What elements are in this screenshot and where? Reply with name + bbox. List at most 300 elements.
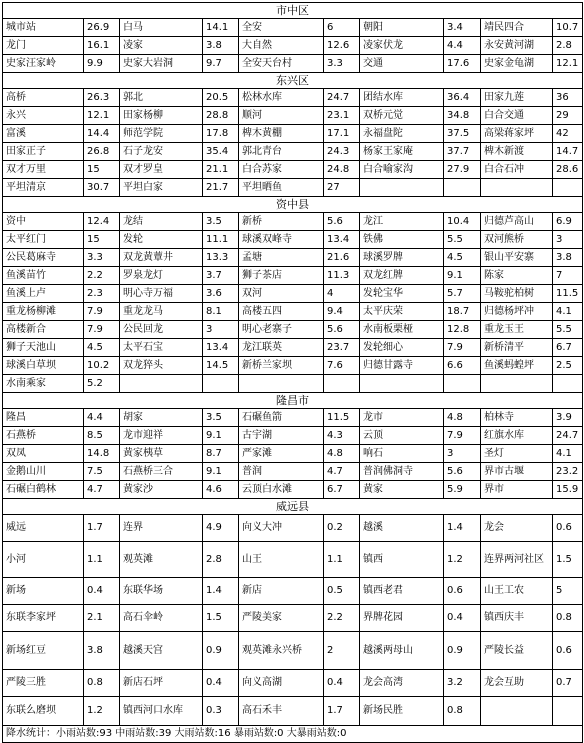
station-name: 新场 xyxy=(3,578,84,605)
station-name: 响石 xyxy=(360,445,444,463)
station-name: 公民葛麻寺 xyxy=(3,249,84,267)
rainfall-value: 17.6 xyxy=(444,55,481,73)
rainfall-value: 1.5 xyxy=(553,542,583,578)
station-name: 归德芦高山 xyxy=(481,213,553,231)
station-name: 新店石坪 xyxy=(120,670,203,697)
rainfall-value: 0.4 xyxy=(444,605,481,632)
station-name: 龙市 xyxy=(360,409,444,427)
station-name: 山王 xyxy=(239,542,324,578)
rainfall-value: 12.6 xyxy=(324,37,360,55)
table-row xyxy=(3,515,583,542)
station-name: 严陵美家 xyxy=(239,605,324,632)
station-name: 田家杨柳 xyxy=(120,107,203,125)
rainfall-value: 2.3 xyxy=(84,285,120,303)
station-name: 双凤 xyxy=(3,445,84,463)
station-name: 椑木新渡 xyxy=(481,143,553,161)
station-name: 严陵三胜 xyxy=(3,670,84,697)
station-name: 高楼新合 xyxy=(3,321,84,339)
table-row xyxy=(3,670,583,697)
rainfall-value: 3.2 xyxy=(444,670,481,697)
rainfall-value: 8.7 xyxy=(203,445,239,463)
station-name: 富溪 xyxy=(3,125,84,143)
rainfall-value: 28.6 xyxy=(553,161,583,179)
rainfall-value: 28.8 xyxy=(203,107,239,125)
station-name: 界牌花园 xyxy=(360,605,444,632)
station-name: 严家滩 xyxy=(239,445,324,463)
rainfall-value: 5.9 xyxy=(444,481,481,499)
station-name: 铁佛 xyxy=(360,231,444,249)
station-name: 团结水库 xyxy=(360,89,444,107)
rainfall-value: 6 xyxy=(324,19,360,37)
station-name: 平坦白家 xyxy=(120,179,203,197)
rainfall-value: 0.4 xyxy=(203,670,239,697)
rainfall-table xyxy=(2,2,583,743)
rainfall-value xyxy=(203,375,239,393)
rainfall-value: 23.2 xyxy=(553,463,583,481)
rainfall-value: 15 xyxy=(84,161,120,179)
rainfall-value: 27.9 xyxy=(444,161,481,179)
rainfall-value: 5.6 xyxy=(324,321,360,339)
station-name: 胡家 xyxy=(120,409,203,427)
station-name: 双河 xyxy=(239,285,324,303)
rainfall-value: 14.8 xyxy=(84,445,120,463)
station-name: 银山平安寨 xyxy=(481,249,553,267)
station-name: 平坦晒鱼 xyxy=(239,179,324,197)
station-name: 柏林寺 xyxy=(481,409,553,427)
rainfall-value: 7.9 xyxy=(84,321,120,339)
rainfall-value: 0.3 xyxy=(203,697,239,726)
station-name: 重龙龙马 xyxy=(120,303,203,321)
station-name: 永安黄河湖 xyxy=(481,37,553,55)
station-name: 双龙红牌 xyxy=(360,267,444,285)
rainfall-value: 12.1 xyxy=(553,55,583,73)
rainfall-value: 20.5 xyxy=(203,89,239,107)
station-name: 太平庆荣 xyxy=(360,303,444,321)
rainfall-value: 0.4 xyxy=(324,670,360,697)
rainfall-value: 7.5 xyxy=(84,463,120,481)
station-name: 镇西庆丰 xyxy=(481,605,553,632)
station-name: 东联华场 xyxy=(120,578,203,605)
station-name: 新场红豆 xyxy=(3,632,84,670)
rainfall-value: 8.5 xyxy=(84,427,120,445)
rainfall-value: 4 xyxy=(324,285,360,303)
rainfall-value: 4.4 xyxy=(444,37,481,55)
rainfall-value: 3 xyxy=(553,231,583,249)
rainfall-value: 4.7 xyxy=(84,481,120,499)
station-name: 新桥兰家坝 xyxy=(239,357,324,375)
table-row xyxy=(3,578,583,605)
rainfall-value: 5.6 xyxy=(324,213,360,231)
station-name: 球溪白草坝 xyxy=(3,357,84,375)
rainfall-value: 5 xyxy=(553,578,583,605)
rainfall-value xyxy=(444,375,481,393)
rainfall-value: 17.1 xyxy=(324,125,360,143)
table-row xyxy=(3,267,583,285)
rainfall-value: 15 xyxy=(84,231,120,249)
table-row xyxy=(3,213,583,231)
rainfall-value: 9.7 xyxy=(203,55,239,73)
station-name: 越溪 xyxy=(360,515,444,542)
rainfall-value: 4.5 xyxy=(84,339,120,357)
rainfall-value: 4.8 xyxy=(444,409,481,427)
table-row xyxy=(3,89,583,107)
table-row xyxy=(3,321,583,339)
rainfall-value: 1.2 xyxy=(444,542,481,578)
station-name: 朝阳 xyxy=(360,19,444,37)
station-name: 白合交通 xyxy=(481,107,553,125)
station-name: 双才罗皇 xyxy=(120,161,203,179)
table-row xyxy=(3,357,583,375)
table-row xyxy=(3,37,583,55)
station-name: 松林水库 xyxy=(239,89,324,107)
station-name: 重龙杨柳滩 xyxy=(3,303,84,321)
rainfall-value: 6.9 xyxy=(553,213,583,231)
rainfall-value: 10.4 xyxy=(444,213,481,231)
station-name: 孟塘 xyxy=(239,249,324,267)
station-name: 越溪两母山 xyxy=(360,632,444,670)
rainfall-value: 36 xyxy=(553,89,583,107)
rainfall-value: 3.3 xyxy=(84,249,120,267)
table-row xyxy=(3,409,583,427)
rainfall-value: 3.4 xyxy=(444,19,481,37)
rainfall-value: 1.7 xyxy=(324,697,360,726)
station-name: 史家大岩洞 xyxy=(120,55,203,73)
rainfall-value: 3.3 xyxy=(324,55,360,73)
rainfall-value: 3 xyxy=(444,445,481,463)
station-name: 云顶白水滩 xyxy=(239,481,324,499)
rainfall-value: 11.5 xyxy=(324,409,360,427)
station-name: 全安 xyxy=(239,19,324,37)
station-name: 陈家 xyxy=(481,267,553,285)
rainfall-value: 7 xyxy=(553,267,583,285)
rainfall-value: 42 xyxy=(553,125,583,143)
rainfall-value: 6.7 xyxy=(553,339,583,357)
rainfall-value: 4.1 xyxy=(553,445,583,463)
rainfall-value: 17.8 xyxy=(203,125,239,143)
rainfall-value: 0.8 xyxy=(84,670,120,697)
table-row xyxy=(3,107,583,125)
station-name: 隆昌 xyxy=(3,409,84,427)
rainfall-value: 18.7 xyxy=(444,303,481,321)
station-name: 白合喻家沟 xyxy=(360,161,444,179)
rainfall-value: 0.9 xyxy=(444,632,481,670)
rainfall-value: 5.5 xyxy=(444,231,481,249)
rainfall-value: 0.4 xyxy=(84,578,120,605)
table-row xyxy=(3,542,583,578)
section-header xyxy=(3,197,583,213)
rainfall-value: 2 xyxy=(324,632,360,670)
station-name: 双河熊桥 xyxy=(481,231,553,249)
station-name xyxy=(481,697,553,726)
station-name: 石燕桥 xyxy=(3,427,84,445)
station-name: 发轮 xyxy=(120,231,203,249)
rainfall-value: 26.9 xyxy=(84,19,120,37)
rainfall-value: 1.4 xyxy=(444,515,481,542)
rainfall-value: 1.5 xyxy=(203,605,239,632)
rainfall-value: 9.1 xyxy=(203,427,239,445)
station-name: 观英滩永兴桥 xyxy=(239,632,324,670)
station-name: 球溪罗牌 xyxy=(360,249,444,267)
table-row xyxy=(3,632,583,670)
rainfall-value: 23.1 xyxy=(324,107,360,125)
station-name: 马鞍驼柏树 xyxy=(481,285,553,303)
station-name: 越溪天宫 xyxy=(120,632,203,670)
station-name: 顺河 xyxy=(239,107,324,125)
station-name: 界市古堰 xyxy=(481,463,553,481)
station-name: 白马 xyxy=(120,19,203,37)
station-name: 红旗水库 xyxy=(481,427,553,445)
section-header xyxy=(3,499,583,515)
rainfall-value: 9.1 xyxy=(203,463,239,481)
station-name: 永兴 xyxy=(3,107,84,125)
station-name: 观英滩 xyxy=(120,542,203,578)
station-name: 重龙玉王 xyxy=(481,321,553,339)
rainfall-value: 9.1 xyxy=(444,267,481,285)
station-name: 水南乘家 xyxy=(3,375,84,393)
rainfall-value: 26.8 xyxy=(84,143,120,161)
station-name: 鱼溪蚂蝗坪 xyxy=(481,357,553,375)
rainfall-value: 2.8 xyxy=(553,37,583,55)
station-name: 靖民四合 xyxy=(481,19,553,37)
rainfall-value: 0.8 xyxy=(444,697,481,726)
rainfall-value: 4.8 xyxy=(324,445,360,463)
table-row xyxy=(3,481,583,499)
station-name: 师范学院 xyxy=(120,125,203,143)
table-row xyxy=(3,161,583,179)
rainfall-value: 7.9 xyxy=(444,427,481,445)
station-name: 白合苏家 xyxy=(239,161,324,179)
rainfall-value: 4.7 xyxy=(324,463,360,481)
station-name: 双才万里 xyxy=(3,161,84,179)
station-name: 高石伞岭 xyxy=(120,605,203,632)
table-row xyxy=(3,249,583,267)
station-name: 城市站 xyxy=(3,19,84,37)
station-name: 凌家 xyxy=(120,37,203,55)
rainfall-value: 24.8 xyxy=(324,161,360,179)
rainfall-value: 0.6 xyxy=(553,515,583,542)
rainfall-value: 1.1 xyxy=(324,542,360,578)
station-name: 东联么磨坝 xyxy=(3,697,84,726)
table-row xyxy=(3,125,583,143)
station-name: 鱼溪上卢 xyxy=(3,285,84,303)
station-name: 严陵长益 xyxy=(481,632,553,670)
station-name: 连界 xyxy=(120,515,203,542)
rainfall-value: 11.5 xyxy=(553,285,583,303)
rainfall-value: 34.8 xyxy=(444,107,481,125)
rainfall-value: 30.7 xyxy=(84,179,120,197)
table-row xyxy=(3,285,583,303)
station-name: 明心老寨子 xyxy=(239,321,324,339)
rainfall-value: 4.6 xyxy=(203,481,239,499)
rainfall-value: 13.4 xyxy=(203,339,239,357)
rainfall-value: 0.5 xyxy=(324,578,360,605)
rainfall-value: 0.8 xyxy=(553,605,583,632)
rainfall-report xyxy=(2,2,582,739)
station-name: 高桥 xyxy=(3,89,84,107)
rainfall-value: 24.7 xyxy=(324,89,360,107)
table-row xyxy=(3,375,583,393)
station-name: 云顶 xyxy=(360,427,444,445)
station-name: 全安天台村 xyxy=(239,55,324,73)
station-name: 史家汪家岭 xyxy=(3,55,84,73)
rainfall-value: 15.9 xyxy=(553,481,583,499)
station-name: 东联李家坪 xyxy=(3,605,84,632)
rainfall-value: 35.4 xyxy=(203,143,239,161)
station-name: 椑木黄棚 xyxy=(239,125,324,143)
section-title: 东兴区 xyxy=(3,73,583,89)
station-name: 田家正子 xyxy=(3,143,84,161)
station-name: 双桥元觉 xyxy=(360,107,444,125)
station-name: 镇西 xyxy=(360,542,444,578)
station-name: 黄家 xyxy=(360,481,444,499)
station-name: 鱼溪苗竹 xyxy=(3,267,84,285)
station-name: 镇西老君 xyxy=(360,578,444,605)
station-name xyxy=(481,375,553,393)
station-name: 普润 xyxy=(239,463,324,481)
station-name: 高楼五四 xyxy=(239,303,324,321)
rainfall-value: 37.7 xyxy=(444,143,481,161)
rainfall-value: 11.1 xyxy=(203,231,239,249)
station-name xyxy=(360,179,444,197)
station-name: 归德杨坪冲 xyxy=(481,303,553,321)
table-row xyxy=(3,697,583,726)
station-name: 连界两河社区 xyxy=(481,542,553,578)
station-name: 高梁蒋家坪 xyxy=(481,125,553,143)
station-name: 黄家桋草 xyxy=(120,445,203,463)
station-name: 双龙猝头 xyxy=(120,357,203,375)
rainfall-value xyxy=(553,375,583,393)
table-row xyxy=(3,19,583,37)
table-row xyxy=(3,463,583,481)
rainfall-value: 0.6 xyxy=(444,578,481,605)
section-header xyxy=(3,3,583,19)
rainfall-value: 21.7 xyxy=(203,179,239,197)
rainfall-value: 0.7 xyxy=(553,670,583,697)
section-title: 隆昌市 xyxy=(3,393,583,409)
station-name: 交通 xyxy=(360,55,444,73)
rainfall-value: 7.9 xyxy=(84,303,120,321)
table-row xyxy=(3,55,583,73)
station-name: 太平红门 xyxy=(3,231,84,249)
station-name: 龙会互助 xyxy=(481,670,553,697)
section-title: 威远县 xyxy=(3,499,583,515)
station-name: 普润佛洞寺 xyxy=(360,463,444,481)
station-name: 威远 xyxy=(3,515,84,542)
rainfall-value: 27 xyxy=(324,179,360,197)
section-title: 资中县 xyxy=(3,197,583,213)
station-name xyxy=(239,375,324,393)
rainfall-value: 3.6 xyxy=(203,285,239,303)
rainfall-value xyxy=(553,179,583,197)
rainfall-value: 16.1 xyxy=(84,37,120,55)
station-name: 大自然 xyxy=(239,37,324,55)
station-name xyxy=(120,375,203,393)
station-name: 永福盘陀 xyxy=(360,125,444,143)
rainfall-value: 6.7 xyxy=(324,481,360,499)
station-name: 龙市迎祥 xyxy=(120,427,203,445)
rainfall-value xyxy=(553,697,583,726)
rainfall-value: 4.3 xyxy=(324,427,360,445)
station-name: 发轮细心 xyxy=(360,339,444,357)
table-row xyxy=(3,445,583,463)
rainfall-value: 4.4 xyxy=(84,409,120,427)
station-name: 水南板栗桠 xyxy=(360,321,444,339)
rainfall-value: 4.9 xyxy=(203,515,239,542)
rainfall-value: 14.7 xyxy=(553,143,583,161)
station-name: 龙结 xyxy=(120,213,203,231)
rainfall-value: 9.4 xyxy=(324,303,360,321)
station-name: 石燕桥三合 xyxy=(120,463,203,481)
rainfall-value: 13.3 xyxy=(203,249,239,267)
station-name xyxy=(481,179,553,197)
station-name: 明心寺万福 xyxy=(120,285,203,303)
station-name: 史家金龟湖 xyxy=(481,55,553,73)
rainfall-value: 12.1 xyxy=(84,107,120,125)
station-name: 黄家沙 xyxy=(120,481,203,499)
rainfall-value: 0.2 xyxy=(324,515,360,542)
rainfall-value: 4.5 xyxy=(444,249,481,267)
station-name: 石子龙安 xyxy=(120,143,203,161)
station-name: 公民回龙 xyxy=(120,321,203,339)
station-name: 石碾白鹤林 xyxy=(3,481,84,499)
rainfall-value: 14.5 xyxy=(203,357,239,375)
table-row xyxy=(3,339,583,357)
rainfall-value: 8.1 xyxy=(203,303,239,321)
table-row xyxy=(3,143,583,161)
station-name: 太平石宝 xyxy=(120,339,203,357)
rainfall-value: 2.8 xyxy=(203,542,239,578)
rainfall-value: 1.1 xyxy=(84,542,120,578)
table-row xyxy=(3,231,583,249)
rainfall-value: 21.6 xyxy=(324,249,360,267)
table-row xyxy=(3,605,583,632)
rainfall-value: 3.8 xyxy=(203,37,239,55)
rainfall-value: 3.9 xyxy=(553,409,583,427)
table-row xyxy=(3,303,583,321)
station-name: 郭北 xyxy=(120,89,203,107)
rainfall-value: 3.8 xyxy=(553,249,583,267)
rainfall-value: 3.7 xyxy=(203,267,239,285)
station-name: 镇西河口水库 xyxy=(120,697,203,726)
rainfall-value: 7.6 xyxy=(324,357,360,375)
station-name: 金鹅山川 xyxy=(3,463,84,481)
rainfall-value: 4.1 xyxy=(553,303,583,321)
rainfall-value: 29 xyxy=(553,107,583,125)
station-name: 新桥 xyxy=(239,213,324,231)
station-name: 小河 xyxy=(3,542,84,578)
station-name: 郭北青台 xyxy=(239,143,324,161)
footer-row xyxy=(3,726,583,743)
station-name: 新店 xyxy=(239,578,324,605)
rainfall-value: 3.5 xyxy=(203,409,239,427)
station-name: 高石禾丰 xyxy=(239,697,324,726)
rainfall-value: 10.7 xyxy=(553,19,583,37)
station-name: 资中 xyxy=(3,213,84,231)
rainfall-value: 1.4 xyxy=(203,578,239,605)
rainfall-value: 26.3 xyxy=(84,89,120,107)
station-name: 发轮宝华 xyxy=(360,285,444,303)
station-name: 圣灯 xyxy=(481,445,553,463)
rainfall-value xyxy=(324,375,360,393)
rainfall-value: 14.1 xyxy=(203,19,239,37)
station-name: 山王工农 xyxy=(481,578,553,605)
station-name: 龙会高湾 xyxy=(360,670,444,697)
section-header xyxy=(3,73,583,89)
section-header xyxy=(3,393,583,409)
rainfall-value: 1.7 xyxy=(84,515,120,542)
rainfall-value: 9.9 xyxy=(84,55,120,73)
rainfall-value: 37.5 xyxy=(444,125,481,143)
